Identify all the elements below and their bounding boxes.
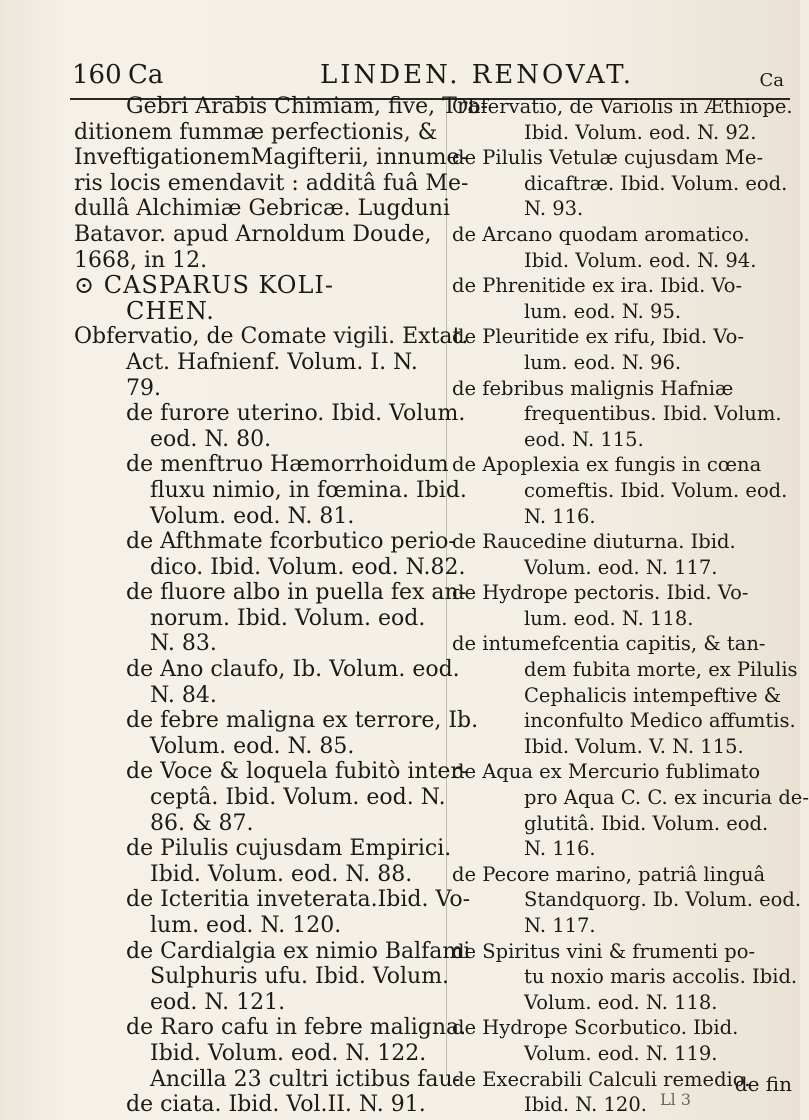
left-column-line: Ancilla 23 cultri ictibus fau- xyxy=(150,1066,461,1092)
left-column-line: N. 84. xyxy=(150,682,217,708)
right-column-line: glutitâ. Ibid. Volum. eod. xyxy=(524,811,769,835)
right-column-line: Ibid. Volum. eod. N. 94. xyxy=(524,248,757,272)
column-divider xyxy=(446,100,447,1080)
right-column-line: de Arcano quodam aromatico. xyxy=(452,222,750,246)
right-column-line: de Hydrope pectoris. Ibid. Vo- xyxy=(452,581,749,605)
left-column-line: 1668, in 12. xyxy=(74,247,208,273)
left-column-line: de Afthmate fcorbutico perio- xyxy=(126,529,456,555)
right-column-line: de Spiritus vini & frumenti po- xyxy=(452,939,756,963)
left-column-line: lum. eod. N. 120. xyxy=(150,913,342,938)
left-column-line: Ibid. Volum. eod. N. 88. xyxy=(150,861,413,887)
running-title: LINDEN. RENOVAT. xyxy=(320,60,635,90)
left-column-line: InveftigationemMagifterii, innume- xyxy=(74,145,467,171)
left-column-line: de fluore albo in puella fex an- xyxy=(126,580,467,606)
right-column-line: lum. eod. N. 95. xyxy=(524,299,682,323)
left-column xyxy=(74,94,488,1118)
right-column-line: dem fubita morte, ex Pilulis xyxy=(524,658,798,682)
right-column-line: tu noxio maris accolis. Ibid. xyxy=(524,965,798,989)
left-column-line: de Pilulis cujusdam Empirici. xyxy=(126,836,452,862)
right-column-line: lum. eod. N. 118. xyxy=(524,606,694,630)
right-column-line: pro Aqua C. C. ex incuria de- xyxy=(524,786,809,810)
right-column-line: frequentibus. Ibid. Volum. xyxy=(524,402,782,426)
right-column-line: de Raucedine diuturna. Ibid. xyxy=(452,530,736,554)
right-column-line: eod. N. 115. xyxy=(524,427,644,451)
left-column-line: ditionem fummæ perfectionis, & xyxy=(74,119,438,145)
left-column-line: de febre maligna ex terrore, Ib. xyxy=(126,708,479,734)
left-column-line: norum. Ibid. Volum. eod. xyxy=(150,605,426,631)
left-column-line: de Cardialgia ex nimio Balfami xyxy=(126,938,471,964)
left-column-line: 79. xyxy=(126,375,161,401)
right-column-line: comeftis. Ibid. Volum. eod. xyxy=(524,478,788,502)
right-column xyxy=(452,94,809,1118)
right-column-line: de Pilulis Vetulæ cujusdam Me- xyxy=(452,146,764,170)
right-column-line: Cephalicis intempeftive & xyxy=(524,683,782,707)
left-column-line: de ciata. Ibid. Vol.II. N. 91. xyxy=(126,1092,426,1118)
left-column-line: eod. N. 80. xyxy=(150,426,272,452)
left-column-line: Volum. eod. N. 81. xyxy=(150,503,355,529)
right-column-line: Ibid. Volum. eod. N. 92. xyxy=(524,120,757,144)
left-column-line: Obfervatio, de Comate vigili. Extat. xyxy=(74,324,469,350)
right-column-line: N. 116. xyxy=(524,504,596,528)
left-column-line: Ibid. Volum. eod. N. 122. xyxy=(150,1040,427,1066)
left-column-line: Batavor. apud Arnoldum Doude, xyxy=(74,221,432,247)
left-column-line: ris locis emendavit : additâ fuâ Me- xyxy=(74,170,469,196)
right-column-line: Ibid. Volum. V. N. 115. xyxy=(524,734,744,758)
left-column-line: dico. Ibid. Volum. eod. N.82. xyxy=(150,554,466,580)
right-column-line: de Execrabili Calculi remedio. xyxy=(452,1067,751,1091)
right-column-line: de Hydrope Scorbutico. Ibid. xyxy=(452,1016,739,1040)
right-column-line: lum. eod. N. 96. xyxy=(524,350,682,374)
left-column-line: de Voce & loquela fubitò inter- xyxy=(126,759,469,785)
page-number: 160 xyxy=(72,60,122,90)
left-column-line: dullâ Alchimiæ Gebricæ. Lugduni xyxy=(74,196,450,222)
left-column-line: fluxu nimio, in fœmina. Ibid. xyxy=(150,477,467,503)
right-column-line: de Pleuritide ex rifu, Ibid. Vo- xyxy=(452,325,744,349)
right-column-line: Volum. eod. N. 117. xyxy=(524,555,718,579)
right-column-line: inconfulto Medico affumtis. xyxy=(524,709,796,733)
left-column-line: ⊙ CASPARUS KOLI- xyxy=(74,271,335,300)
catchword: de fin xyxy=(734,1072,792,1096)
right-column-line: Volum. eod. N. 119. xyxy=(524,1041,718,1065)
left-column-line: de Icteritia inveterata.Ibid. Vo- xyxy=(126,887,471,913)
right-column-line: Standquorg. Ib. Volum. eod. xyxy=(524,888,802,912)
right-column-line: de Phrenitide ex ira. Ibid. Vo- xyxy=(452,274,743,298)
right-column-line: dicaftræ. Ibid. Volum. eod. xyxy=(524,171,788,195)
left-column-line: de furore uterino. Ibid. Volum. xyxy=(126,401,466,427)
left-column-line: ceptâ. Ibid. Volum. eod. N. xyxy=(150,785,446,811)
right-column-line: de Apoplexia ex fungis in cœna xyxy=(452,453,762,477)
right-column-line: Volum. eod. N. 118. xyxy=(524,990,718,1014)
header-key-left: Ca xyxy=(128,60,164,90)
header-key-right: Ca xyxy=(759,70,784,91)
right-column-line: N. 117. xyxy=(524,914,596,937)
left-column-line: Sulphuris ufu. Ibid. Volum. xyxy=(150,964,450,990)
left-column-line: eod. N. 121. xyxy=(150,989,286,1015)
right-column-line: de Pecore marino, patriâ linguâ xyxy=(452,862,766,886)
left-column-line: Act. Hafnienf. Volum. I. N. xyxy=(126,349,418,375)
signature-mark: Ll 3 xyxy=(660,1090,692,1109)
right-column-line: Ibid. N. 120. xyxy=(524,1093,647,1117)
right-column-line: de febribus malignis Hafniæ xyxy=(452,376,734,400)
left-column-line: de Raro cafu in febre maligna. xyxy=(126,1015,467,1041)
left-column-line: de menftruo Hæmorrhoidum xyxy=(126,452,449,478)
right-column-line: N. 116. xyxy=(524,837,596,861)
left-column-line: CHEN. xyxy=(126,296,215,325)
left-column-line: de Ano claufo, Ib. Volum. eod. xyxy=(126,657,460,683)
right-column-line: N. 93. xyxy=(524,197,584,221)
left-column-line: Volum. eod. N. 85. xyxy=(150,733,355,759)
left-column-line: 86. & 87. xyxy=(150,810,254,836)
right-column-line: de intumefcentia capitis, & tan- xyxy=(452,632,766,656)
right-column-line: Obfervatio, de Variolis in Æthiope. xyxy=(452,95,793,118)
right-column-line: de Aqua ex Mercurio fublimato xyxy=(452,760,761,784)
left-column-line: N. 83. xyxy=(150,631,217,657)
left-column-line: Gebri Arabis Chimiam, five, Tra- xyxy=(126,94,488,119)
